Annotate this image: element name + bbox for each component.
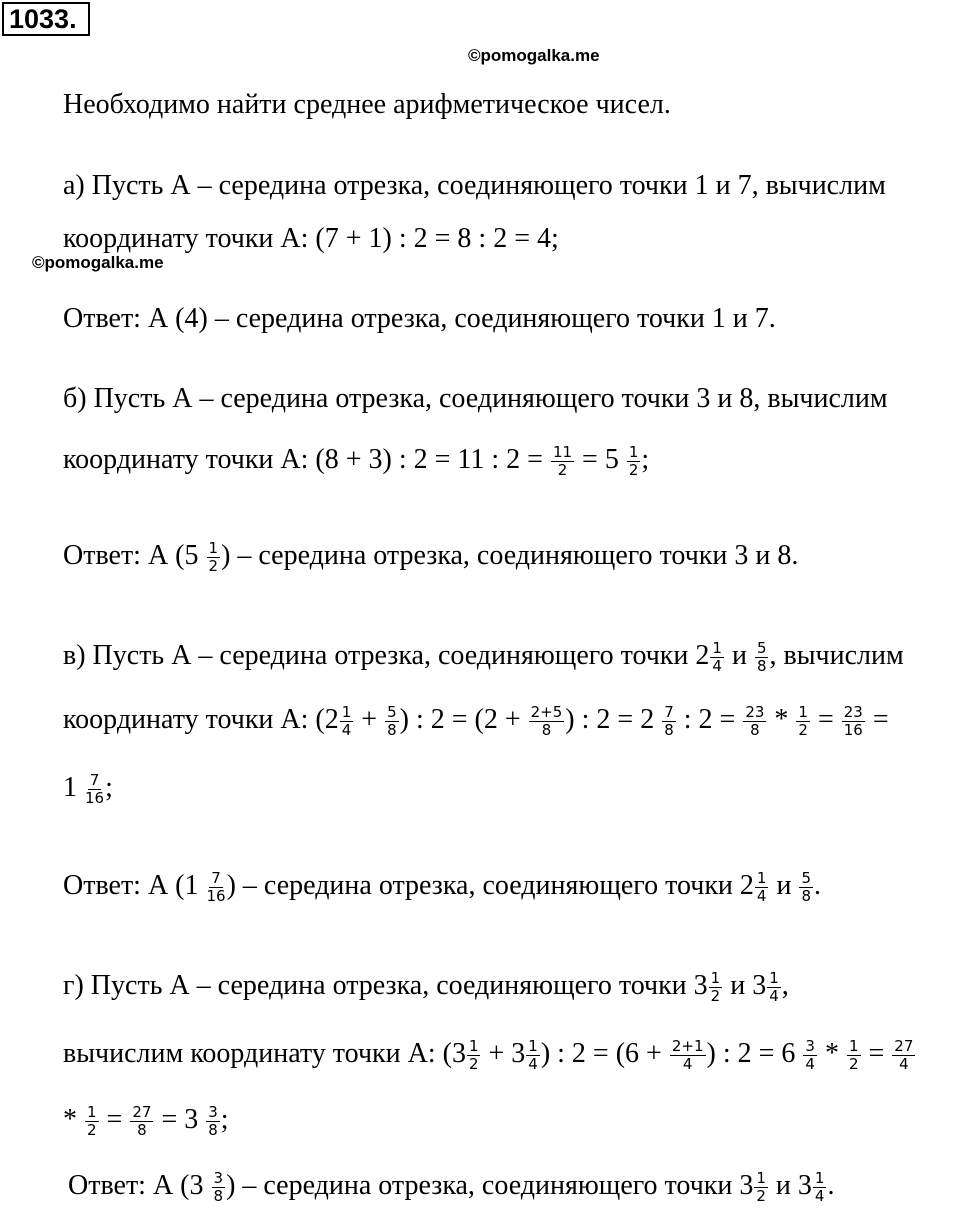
fraction-numerator: 27 xyxy=(132,1103,152,1122)
fraction-numerator: 2+5 xyxy=(530,703,563,722)
fraction-denominator: 4 xyxy=(899,1055,909,1074)
fraction xyxy=(796,704,810,739)
text-run: Ответ: А (1 xyxy=(63,870,206,901)
text-run: * xyxy=(817,1038,846,1069)
fraction xyxy=(85,772,104,807)
fraction-numerator: 1 xyxy=(468,1037,479,1056)
part-g-line-1 xyxy=(63,970,789,1005)
text-run: и 3 xyxy=(768,1170,812,1201)
fraction xyxy=(130,1104,153,1139)
text-run: = xyxy=(861,1038,892,1069)
fraction-denominator: 4 xyxy=(769,987,779,1006)
part-b-line-2 xyxy=(63,444,649,479)
fraction-numerator: 1 xyxy=(87,1103,97,1122)
fraction-numerator: 3 xyxy=(208,1103,218,1122)
text-run: ) : 2 = (6 + xyxy=(540,1038,669,1069)
text-run: ; xyxy=(220,1104,229,1135)
text-run: = xyxy=(865,704,889,735)
text-run: Ответ: А (5 xyxy=(63,540,206,571)
fraction-denominator: 8 xyxy=(801,887,811,906)
fraction-denominator: 8 xyxy=(208,1121,218,1140)
fraction xyxy=(85,1104,99,1139)
fraction-denominator: 4 xyxy=(341,721,352,740)
fraction xyxy=(467,1038,481,1073)
fraction-denominator: 8 xyxy=(213,1187,224,1206)
part-a-line-2: координату точки А: (7 + 1) : 2 = 8 : 2 = 4; xyxy=(63,223,559,254)
fraction-denominator: 2 xyxy=(208,557,219,576)
fraction-numerator: 1 xyxy=(208,539,219,558)
text-run: ) : 2 = (2 + xyxy=(399,704,528,735)
part-b-line-1: б) Пусть А – середина отрезка, соединяющего точки 3 и 8, вычислим xyxy=(63,383,888,414)
part-v-line-1 xyxy=(63,640,904,675)
text-run: 1 xyxy=(63,772,84,803)
fraction-numerator: 3 xyxy=(805,1037,815,1056)
part-a-answer: Ответ: А (4) – середина отрезка, соединяющего точки 1 и 7. xyxy=(63,303,776,334)
fraction xyxy=(767,970,781,1005)
text-run: ) – середина отрезка, соединяющего точки 3 и 8. xyxy=(221,540,799,571)
part-v-line-3 xyxy=(63,772,113,807)
fraction-numerator: 1 xyxy=(848,1037,859,1056)
text-run: и 3 xyxy=(723,970,767,1001)
fraction-numerator: 7 xyxy=(211,869,221,888)
part-g-answer xyxy=(68,1170,834,1205)
fraction-numerator: 1 xyxy=(628,443,639,462)
fraction-numerator: 1 xyxy=(528,1037,538,1056)
part-a-line-1: а) Пусть А – середина отрезка, соединяющего точки 1 и 7, вычислим xyxy=(63,170,886,201)
fraction-denominator: 8 xyxy=(387,721,397,740)
text-run: координату точки А: (8 + 3) : 2 = 11 : 2 = xyxy=(63,444,550,475)
text-run: + xyxy=(354,704,385,735)
text-run: координату точки А: (2 xyxy=(63,704,339,735)
fraction xyxy=(803,1038,817,1073)
fraction xyxy=(627,444,641,479)
fraction-denominator: 2 xyxy=(756,1187,766,1206)
part-v-line-2 xyxy=(63,704,889,739)
fraction-denominator: 8 xyxy=(664,721,674,740)
watermark-2: ©pomogalka.me xyxy=(32,253,164,272)
fraction-numerator: 5 xyxy=(756,639,767,658)
part-g-line-2 xyxy=(63,1038,916,1073)
text-run: = xyxy=(810,704,841,735)
text-run: Ответ: А (3 xyxy=(68,1170,211,1201)
fraction-denominator: 4 xyxy=(682,1055,693,1074)
fraction-denominator: 2 xyxy=(798,721,808,740)
text-run: * xyxy=(63,1104,84,1135)
part-b-answer xyxy=(63,540,798,575)
text-run: , xyxy=(781,970,789,1001)
text-run: = 5 xyxy=(575,444,626,475)
fraction-numerator: 23 xyxy=(745,703,765,722)
text-run: ) – середина отрезка, соединяющего точки 2 xyxy=(226,870,754,901)
fraction xyxy=(755,640,769,675)
fraction xyxy=(385,704,399,739)
fraction-denominator: 2 xyxy=(848,1055,859,1074)
fraction xyxy=(670,1038,706,1073)
fraction-denominator: 4 xyxy=(814,1187,825,1206)
text-run: в) Пусть А – середина отрезка, соединяющего точки 2 xyxy=(63,640,710,671)
text-run: , вычислим xyxy=(769,640,904,671)
text-run: = 3 xyxy=(154,1104,206,1135)
fraction-denominator: 16 xyxy=(843,721,863,740)
fraction-denominator: 4 xyxy=(712,657,722,676)
fraction-numerator: 7 xyxy=(664,703,674,722)
part-v-answer xyxy=(63,870,821,905)
fraction xyxy=(799,870,813,905)
fraction-numerator: 5 xyxy=(801,869,811,888)
fraction-denominator: 2 xyxy=(87,1121,97,1140)
intro-text: Необходимо найти среднее арифметическое чисел. xyxy=(63,89,671,120)
fraction xyxy=(755,870,769,905)
text-run: ) : 2 = 6 xyxy=(706,1038,803,1069)
fraction xyxy=(743,704,766,739)
fraction-numerator: 7 xyxy=(89,771,100,790)
watermark: ©pomogalka.me xyxy=(468,46,600,65)
text-run: ) – середина отрезка, соединяющего точки 3 xyxy=(226,1170,754,1201)
fraction xyxy=(847,1038,861,1073)
text-run: : 2 = xyxy=(676,704,743,735)
fraction xyxy=(212,1170,226,1205)
fraction-denominator: 8 xyxy=(541,721,552,740)
fraction xyxy=(892,1038,915,1073)
fraction-denominator: 8 xyxy=(137,1121,147,1140)
fraction-denominator: 2 xyxy=(557,461,568,480)
fraction xyxy=(529,704,565,739)
text-run: и xyxy=(769,870,799,901)
fraction-numerator: 1 xyxy=(814,1169,825,1188)
fraction xyxy=(709,970,723,1005)
fraction-denominator: 16 xyxy=(206,887,226,906)
fraction xyxy=(551,444,574,479)
fraction-numerator: 1 xyxy=(710,969,721,988)
fraction xyxy=(340,704,354,739)
fraction-denominator: 2 xyxy=(468,1055,479,1074)
fraction-numerator: 27 xyxy=(894,1037,914,1056)
fraction-numerator: 1 xyxy=(769,969,779,988)
fraction xyxy=(207,870,226,905)
fraction xyxy=(842,704,865,739)
fraction-denominator: 8 xyxy=(750,721,760,740)
text-run: . xyxy=(813,870,821,901)
text-run: * xyxy=(767,704,796,735)
fraction xyxy=(662,704,676,739)
fraction xyxy=(526,1038,540,1073)
text-run: г) Пусть А – середина отрезка, соединяющего точки 3 xyxy=(63,970,708,1001)
fraction-denominator: 4 xyxy=(756,887,767,906)
part-g-line-3 xyxy=(63,1104,229,1139)
fraction xyxy=(813,1170,827,1205)
text-run: вычислим координату точки А: (3 xyxy=(63,1038,466,1069)
fraction-denominator: 4 xyxy=(805,1055,815,1074)
fraction xyxy=(206,1104,220,1139)
text-run: и xyxy=(724,640,754,671)
text-run: = xyxy=(99,1104,130,1135)
fraction-numerator: 1 xyxy=(341,703,352,722)
text-run: ; xyxy=(105,772,113,803)
fraction-denominator: 16 xyxy=(85,789,105,808)
fraction-denominator: 4 xyxy=(528,1055,538,1074)
fraction-numerator: 2+1 xyxy=(671,1037,704,1056)
fraction-numerator: 1 xyxy=(798,703,808,722)
fraction-numerator: 1 xyxy=(756,1169,766,1188)
text-run: ; xyxy=(641,444,650,475)
text-run: + 3 xyxy=(481,1038,526,1069)
fraction xyxy=(207,540,221,575)
fraction xyxy=(710,640,724,675)
fraction-denominator: 8 xyxy=(756,657,767,676)
problem-number: 1033. xyxy=(2,2,90,36)
fraction-numerator: 11 xyxy=(552,443,573,462)
fraction xyxy=(754,1170,768,1205)
fraction-denominator: 2 xyxy=(710,987,721,1006)
fraction-numerator: 23 xyxy=(843,703,863,722)
fraction-numerator: 3 xyxy=(213,1169,224,1188)
fraction-numerator: 1 xyxy=(756,869,767,888)
text-run: . xyxy=(827,1170,835,1201)
fraction-denominator: 2 xyxy=(628,461,639,480)
text-run: ) : 2 = 2 xyxy=(565,704,662,735)
fraction-numerator: 1 xyxy=(712,639,722,658)
fraction-numerator: 5 xyxy=(387,703,397,722)
